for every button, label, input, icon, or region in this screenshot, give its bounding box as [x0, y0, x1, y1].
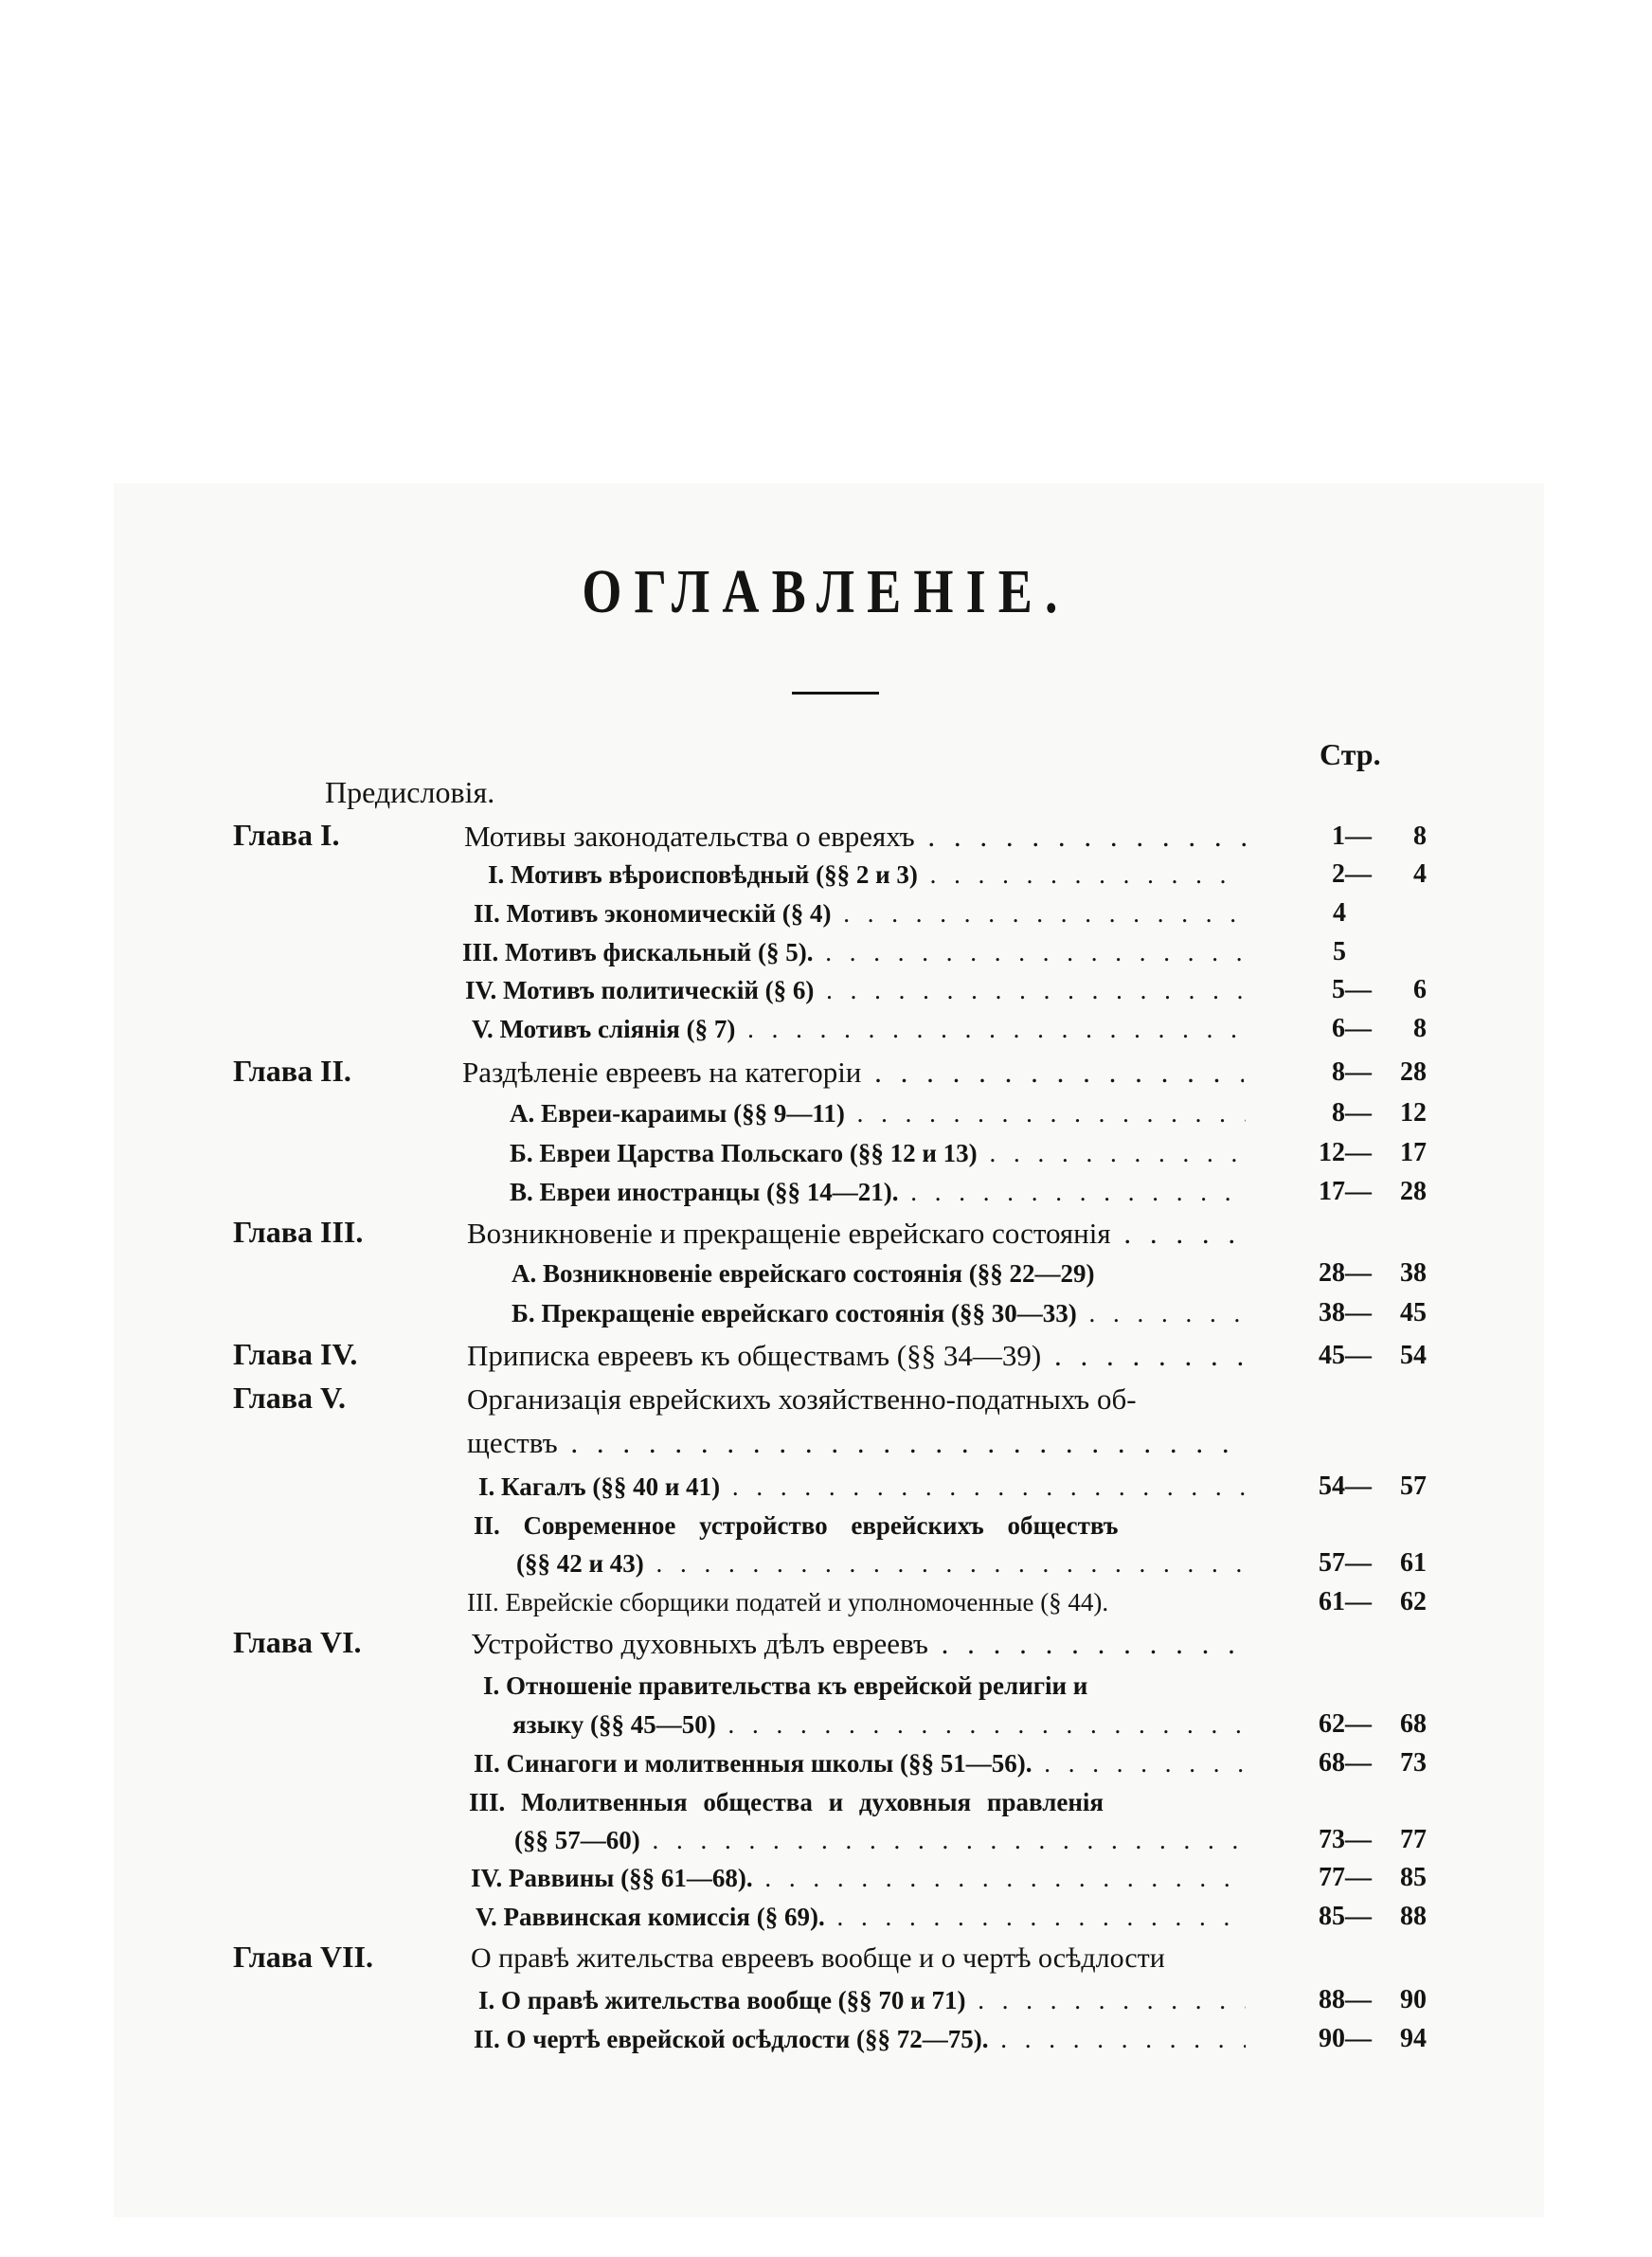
entry-title: языку (§§ 45—50) . . . [512, 1706, 1246, 1743]
entry-title: О правѣ жительства евреевъ вообще и о чертѣ осѣдлости [471, 1942, 1165, 1974]
page-to: 38 [1400, 1258, 1427, 1288]
toc-entry [0, 1744, 1652, 1784]
page-to: 28 [1400, 1057, 1427, 1087]
toc-entry [0, 1094, 1652, 1134]
toc-entry [0, 1054, 1652, 1093]
page-from: 54— [1319, 1472, 1372, 1501]
toc-entry [0, 1294, 1652, 1334]
page-from: 38— [1319, 1298, 1372, 1327]
entry-title: I. О правѣ жительства вообще (§§ 70 и 71) . . . [478, 1981, 1246, 2019]
page-to: 77 [1400, 1825, 1427, 1854]
page-column-header: Стр. [1320, 737, 1381, 771]
entry-title: V. Раввинская комиссія (§ 69). . . . [476, 1898, 1246, 1936]
entry-title: IV. Раввины (§§ 61—68). . . . [471, 1859, 1246, 1897]
page-from: 68— [1319, 1748, 1372, 1778]
chapter-label: Глава V. [233, 1381, 346, 1415]
toc-entry [0, 818, 1652, 858]
entry-title: (§§ 42 и 43) . . . [516, 1544, 1246, 1582]
page-to: 94 [1400, 2024, 1427, 2053]
page-to: 68 [1400, 1709, 1427, 1739]
chapter-label: Глава II. [233, 1054, 351, 1088]
page-from: 4 [1333, 898, 1346, 928]
toc-entry [0, 1667, 1652, 1706]
entry-title: I. Отношеніе правительства къ еврейской религіи и [483, 1671, 1088, 1700]
foreword-entry: Предисловія. [325, 775, 495, 809]
entry-title: V. Мотивъ слiянія (§ 7) . . . [472, 1010, 1246, 1048]
page-from: 5— [1332, 975, 1372, 1004]
toc-entry [0, 1940, 1652, 1979]
entry-title: Б. Прекращеніе еврейскаго состоянія (§§ 30—33) . . . [512, 1294, 1246, 1332]
page-from: 8— [1332, 1098, 1372, 1128]
toc-entry [0, 1507, 1652, 1546]
page-from: 8— [1332, 1057, 1372, 1087]
page-to: 4 [1413, 859, 1427, 889]
page-from: 2— [1332, 859, 1372, 889]
page-from: 28— [1319, 1258, 1372, 1288]
entry-title: II. Синагоги и молитвенныя школы (§§ 51—56). . . . [474, 1744, 1246, 1782]
page-to: 12 [1400, 1098, 1427, 1128]
toc-entry [0, 1010, 1652, 1050]
toc-entry [0, 971, 1652, 1011]
toc-entry [0, 1821, 1652, 1861]
toc-entry [0, 1424, 1652, 1464]
page-from: 1— [1332, 822, 1372, 851]
page-to: 62 [1400, 1587, 1427, 1616]
entry-title: В. Евреи иностранцы (§§ 14—21). . . . [510, 1173, 1246, 1211]
entry-title: Раздѣленіе евреевъ на категоріи . . . [462, 1054, 1244, 1092]
page-from: 6— [1332, 1014, 1372, 1043]
page-from: 88— [1319, 1985, 1372, 2014]
chapter-label: Глава III. [233, 1215, 364, 1249]
entry-title: Мотивы законодательства о евреяхъ . . . [464, 818, 1246, 856]
page-from: 17— [1319, 1177, 1372, 1206]
entry-title: III. Мотивъ фискальный (§ 5). . . . [462, 933, 1246, 971]
page-to: 85 [1400, 1863, 1427, 1892]
page-from: 90— [1319, 2024, 1372, 2053]
page-to: 73 [1400, 1748, 1427, 1778]
page-from: 62— [1319, 1709, 1372, 1739]
toc-entry [0, 1981, 1652, 2021]
page-from: 85— [1319, 1902, 1372, 1931]
page-to: 28 [1400, 1177, 1427, 1206]
toc-entry [0, 1255, 1652, 1294]
entry-title: (§§ 57—60) . . . [514, 1821, 1246, 1859]
entry-title: Организація еврейскихъ хозяйственно-податныхъ об- [467, 1382, 1137, 1416]
toc-entry [0, 933, 1652, 973]
entry-title: А. Возникновеніе еврейскаго состоянія (§§ 22—29) [512, 1259, 1095, 1288]
chapter-label: Глава I. [233, 818, 340, 852]
toc-entry [0, 1898, 1652, 1938]
toc-entry [0, 2020, 1652, 2060]
page-title: ОГЛАВЛЕНIЕ. [582, 557, 1070, 626]
toc-entry [0, 1583, 1652, 1623]
entry-title: III. Еврейскіе сборщики податей и уполномоченные (§ 44). [467, 1588, 1109, 1616]
chapter-label: Глава VI. [233, 1625, 362, 1659]
chapter-label: Глава IV. [233, 1337, 358, 1371]
entry-title: I. Кагалъ (§§ 40 и 41) . . . [478, 1468, 1246, 1506]
entry-title: III. Молитвенныя общества и духовныя правленія [469, 1788, 1104, 1816]
toc-entry [0, 1859, 1652, 1899]
entry-title: II. О чертѣ еврейской осѣдлости (§§ 72—75). . . . [474, 2020, 1246, 2058]
page-to: 90 [1400, 1985, 1427, 2014]
page-from: 61— [1319, 1587, 1372, 1616]
entry-title: А. Евреи-караимы (§§ 9—11) . . . [510, 1094, 1246, 1132]
page-from: 12— [1319, 1138, 1372, 1167]
entry-title: Б. Евреи Царства Польскаго (§§ 12 и 13) . . . [510, 1134, 1246, 1172]
page-from: 45— [1319, 1341, 1372, 1370]
toc-entry [0, 1134, 1652, 1174]
entry-title: ществъ . . . [467, 1424, 1248, 1462]
entry-title: Устройство духовныхъ дѣлъ евреевъ . . . [471, 1625, 1252, 1663]
page-to: 57 [1400, 1472, 1427, 1501]
page-to: 54 [1400, 1341, 1427, 1370]
toc-entry [0, 1706, 1652, 1745]
entry-title: I. Мотивъ вѣроисповѣдный (§§ 2 и 3) . . . [488, 856, 1246, 894]
entry-title: II. Мотивъ экономическій (§ 4) . . . [474, 894, 1246, 932]
page-to: 8 [1413, 1014, 1427, 1043]
entry-title: IV. Мотивъ политическій (§ 6) . . . [465, 971, 1246, 1009]
entry-title: II. Современное устройство еврейскихъ обществъ [474, 1511, 1119, 1540]
page-from: 5 [1333, 937, 1346, 966]
page-to: 8 [1413, 822, 1427, 851]
page-to: 6 [1413, 975, 1427, 1004]
toc-entry [0, 894, 1652, 934]
toc-entry [0, 1215, 1652, 1255]
chapter-label: Глава VII. [233, 1940, 373, 1974]
page-from: 77— [1319, 1863, 1372, 1892]
page-to: 45 [1400, 1298, 1427, 1327]
entry-title: Возникновеніе и прекращеніе еврейскаго состоянія . . . [467, 1215, 1248, 1253]
page-to: 61 [1400, 1548, 1427, 1578]
page-from: 57— [1319, 1548, 1372, 1578]
entry-title: Приписка евреевъ къ обществамъ (§§ 34—39) . . . [467, 1337, 1248, 1375]
title-divider [792, 692, 879, 695]
page-from: 73— [1319, 1825, 1372, 1854]
toc-entry [0, 1173, 1652, 1213]
toc-entry [0, 856, 1652, 895]
page-to: 88 [1400, 1902, 1427, 1931]
toc-entry [0, 1468, 1652, 1508]
toc-entry [0, 1337, 1652, 1377]
toc-entry [0, 1544, 1652, 1584]
toc-entry [0, 1381, 1652, 1420]
toc-entry [0, 1625, 1652, 1665]
toc-entry [0, 1783, 1652, 1823]
page-to: 17 [1400, 1138, 1427, 1167]
